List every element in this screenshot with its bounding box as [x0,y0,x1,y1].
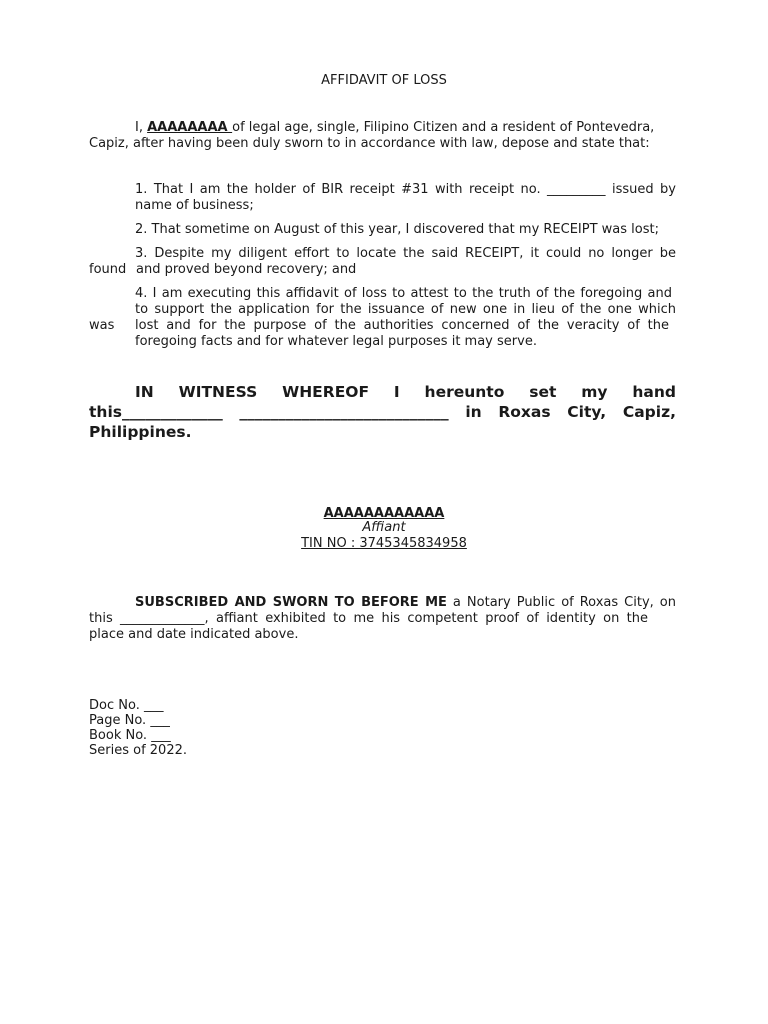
item-3-line-2: and proved beyond recovery; and [136,262,357,277]
jurat-line-2: this _____________, affiant exhibited to me his competent proof of identity on the [89,611,648,626]
intro-line-1-rest: of legal age, single, Filipino Citizen and a resident of Pontevedra, [232,120,655,135]
jurat-line-3: place and date indicated above. [89,627,299,642]
jurat-bold-heading: SUBSCRIBED AND SWORN TO BEFORE ME [135,595,447,610]
document-title: AFFIDAVIT OF LOSS [321,73,447,88]
item-4-hanging-word: was [89,318,115,333]
item-1-line-1: 1. That I am the holder of BIR receipt #31 with receipt no. _________ issued by [135,182,676,197]
witness-line-2: this_____________ ___________________________ in Roxas City, Capiz, [89,403,676,421]
jurat-line-1 [135,595,676,612]
item-4-line-3: lost and for the purpose of the authorities concerned of the veracity of the [135,318,669,333]
witness-line-1: IN WITNESS WHEREOF I hereunto set my hand [135,383,676,401]
tin-number: TIN NO : 3745345834958 [301,536,467,551]
item-4-line-2: to support the application for the issuance of new one in lieu of the one which [135,302,676,317]
item-1-line-2: name of business; [135,198,254,213]
intro-line-1 [135,120,676,137]
jurat-line-1-rest: a Notary Public of Roxas City, on [446,595,676,610]
series-year: Series of 2022. [89,743,187,758]
doc-number: Doc No. ___ [89,698,164,713]
affiant-name-inline: AAAAAAAA [147,120,233,135]
affiant-label: Affiant [362,520,406,535]
intro-line-2: Capiz, after having been duly sworn to in accordance with law, depose and state that: [89,136,650,151]
item-4-line-1: 4. I am executing this affidavit of loss to attest to the truth of the foregoing and [135,286,672,301]
item-2-line-1: 2. That sometime on August of this year, I discovered that my RECEIPT was lost; [135,222,659,237]
affiant-signature-name: AAAAAAAAAAAA [323,506,445,521]
intro-prefix: I, [135,120,148,135]
item-3-hanging-word: found [89,262,127,277]
witness-line-3: Philippines. [89,423,192,441]
page-number: Page No. ___ [89,713,170,728]
item-4-line-4: foregoing facts and for whatever legal purposes it may serve. [135,334,537,349]
item-3-line-1: 3. Despite my diligent effort to locate the said RECEIPT, it could no longer be [135,246,676,261]
book-number: Book No. ___ [89,728,171,743]
